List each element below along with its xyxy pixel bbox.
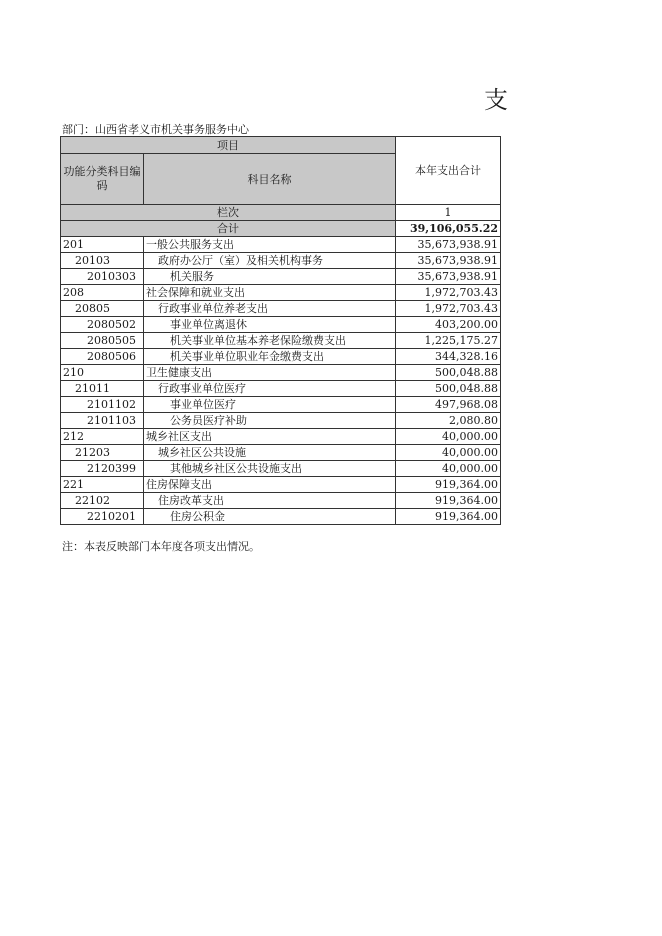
table-row: [61, 333, 501, 349]
row-code: 2120399: [61, 461, 144, 477]
row-code: 221: [61, 477, 144, 493]
table-row: [61, 509, 501, 525]
row-code: 212: [61, 429, 144, 445]
sum-row: [61, 221, 501, 237]
page-title: 支: [484, 86, 510, 114]
header-total: 本年支出合计: [396, 137, 501, 205]
row-code: 21011: [61, 381, 144, 397]
row-name: 社会保障和就业支出: [144, 285, 396, 301]
row-amount: 1,225,175.27: [396, 333, 501, 349]
row-name: 机关事业单位职业年金缴费支出: [144, 349, 396, 365]
table-row: [61, 349, 501, 365]
row-amount: 2,080.80: [396, 413, 501, 429]
row-amount: 500,048.88: [396, 365, 501, 381]
row-name: 公务员医疗补助: [144, 413, 396, 429]
table-row: [61, 413, 501, 429]
row-code: 208: [61, 285, 144, 301]
table-row: [61, 237, 501, 253]
row-name: 事业单位医疗: [144, 397, 396, 413]
row-amount: 919,364.00: [396, 509, 501, 525]
department-label: 部门：山西省孝义市机关事务服务中心: [62, 123, 249, 136]
row-code: 2080502: [61, 317, 144, 333]
row-code: 2080506: [61, 349, 144, 365]
row-amount: 1,972,703.43: [396, 301, 501, 317]
header-column-label: 栏次: [61, 205, 396, 221]
row-name: 住房改革支出: [144, 493, 396, 509]
row-name: 住房保障支出: [144, 477, 396, 493]
row-amount: 1,972,703.43: [396, 285, 501, 301]
table-row: [61, 301, 501, 317]
row-name: 卫生健康支出: [144, 365, 396, 381]
row-name: 城乡社区公共设施: [144, 445, 396, 461]
row-code: 201: [61, 237, 144, 253]
sum-value: 39,106,055.22: [396, 221, 501, 237]
row-name: 其他城乡社区公共设施支出: [144, 461, 396, 477]
row-amount: 35,673,938.91: [396, 253, 501, 269]
table-row: [61, 253, 501, 269]
table-row: [61, 477, 501, 493]
table-row: [61, 365, 501, 381]
row-amount: 919,364.00: [396, 477, 501, 493]
row-amount: 40,000.00: [396, 429, 501, 445]
row-code: 2080505: [61, 333, 144, 349]
row-code: 2101102: [61, 397, 144, 413]
table-row: [61, 397, 501, 413]
table-row: [61, 285, 501, 301]
row-code: 22102: [61, 493, 144, 509]
row-amount: 40,000.00: [396, 445, 501, 461]
row-amount: 500,048.88: [396, 381, 501, 397]
row-name: 机关事业单位基本养老保险缴费支出: [144, 333, 396, 349]
row-code: 210: [61, 365, 144, 381]
expenditure-table: [60, 136, 501, 525]
row-name: 行政事业单位养老支出: [144, 301, 396, 317]
header-project: 项目: [61, 137, 396, 154]
row-code: 20103: [61, 253, 144, 269]
row-name: 城乡社区支出: [144, 429, 396, 445]
header-column-number: 1: [396, 205, 501, 221]
row-code: 20805: [61, 301, 144, 317]
row-amount: 40,000.00: [396, 461, 501, 477]
row-name: 政府办公厅（室）及相关机构事务: [144, 253, 396, 269]
table-row: [61, 381, 501, 397]
row-amount: 344,328.16: [396, 349, 501, 365]
row-code: 21203: [61, 445, 144, 461]
row-code: 2210201: [61, 509, 144, 525]
table-row: [61, 429, 501, 445]
row-amount: 403,200.00: [396, 317, 501, 333]
row-amount: 497,968.08: [396, 397, 501, 413]
row-name: 行政事业单位医疗: [144, 381, 396, 397]
row-amount: 919,364.00: [396, 493, 501, 509]
table-row: [61, 445, 501, 461]
row-name: 一般公共服务支出: [144, 237, 396, 253]
table-row: [61, 461, 501, 477]
sum-label: 合计: [61, 221, 396, 237]
row-name: 住房公积金: [144, 509, 396, 525]
footnote: 注：本表反映部门本年度各项支出情况。: [62, 540, 260, 553]
row-name: 事业单位离退休: [144, 317, 396, 333]
table-row: [61, 493, 501, 509]
table-row: [61, 317, 501, 333]
row-code: 2101103: [61, 413, 144, 429]
row-amount: 35,673,938.91: [396, 269, 501, 285]
row-name: 机关服务: [144, 269, 396, 285]
header-name: 科目名称: [144, 154, 396, 205]
table-row: [61, 269, 501, 285]
row-code: 2010303: [61, 269, 144, 285]
header-code: 功能分类科目编码: [61, 154, 144, 205]
row-amount: 35,673,938.91: [396, 237, 501, 253]
